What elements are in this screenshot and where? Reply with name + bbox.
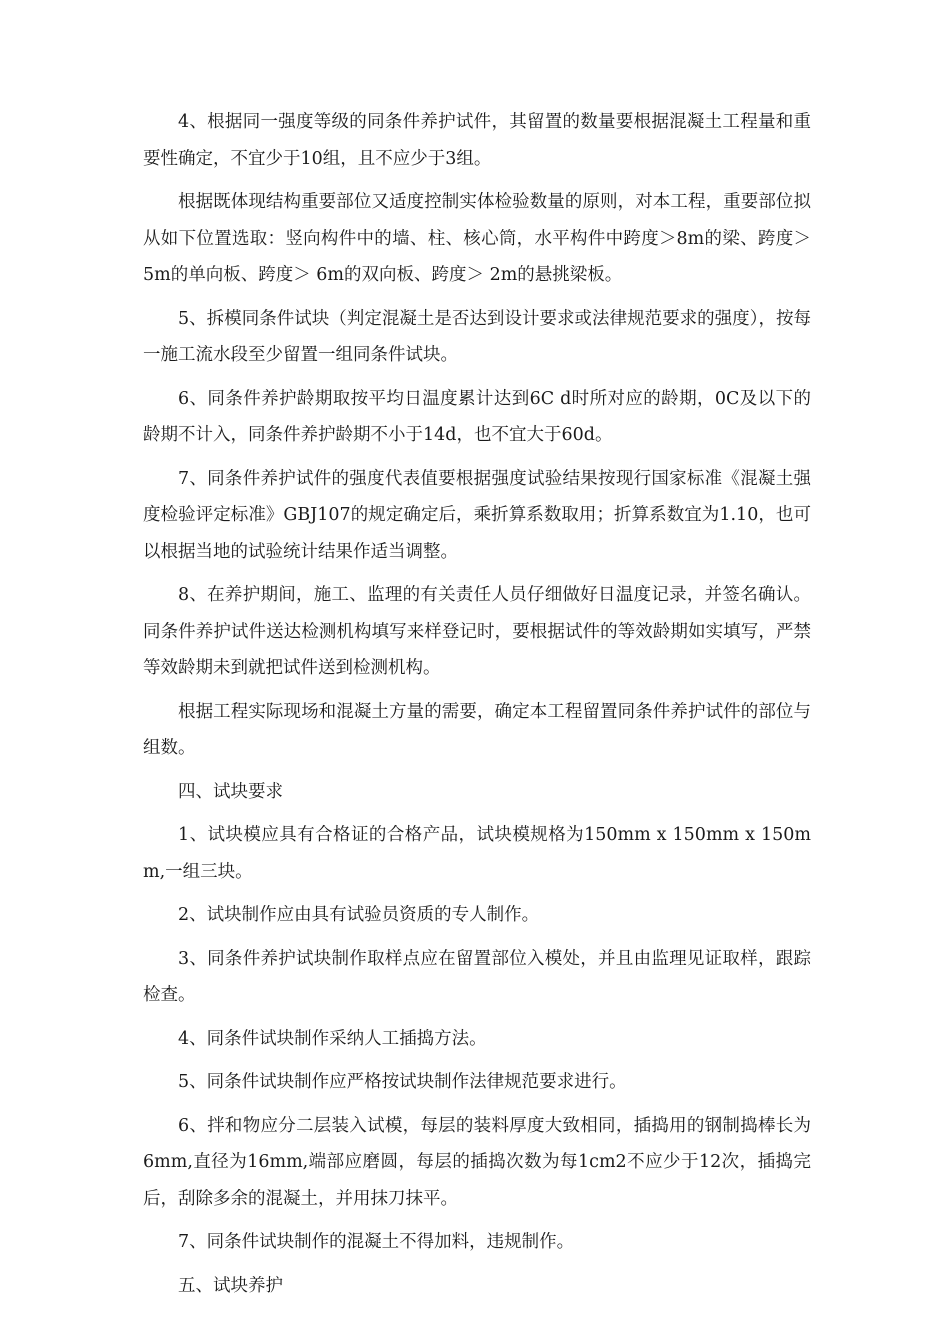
paragraph-project-quantity: 根据工程实际现场和混凝土方量的需要，确定本工程留置同条件养护试件的部位与组数。 [143, 701, 811, 758]
paragraph-item-4: 4、根据同一强度等级的同条件养护试件，其留置的数量要根据混凝土工程量和重要性确定，不宜少于10组，且不应少于3组。 [143, 112, 811, 169]
paragraph-requirement-6: 6、拌和物应分二层装入试模，每层的装料厚度大致相同，插捣用的钢制捣棒长为6mm,直径为16mm,端部应磨圆，每层的插捣次数为每1cm2不应少于12次，插捣完后，刮除多余的混凝土，并用抹刀抹平。 [143, 1115, 811, 1209]
paragraph-item-7: 7、同条件养护试件的强度代表值要根据强度试验结果按现行国家标准《混凝土强度检验评定标准》GBJ107的规定确定后，乘折算系数取用；折算系数宜为1.10，也可以根据当地的试验统计结果作适当调整。 [143, 468, 811, 562]
paragraph-requirement-4: 4、同条件试块制作采纳人工插捣方法。 [178, 1028, 487, 1049]
paragraph-item-5: 5、拆模同条件试块（判定混凝土是否达到设计要求或法律规范要求的强度），按每一施工流水段至少留置一组同条件试块。 [143, 308, 811, 365]
document-body [143, 104, 811, 1311]
paragraph-requirement-5: 5、同条件试块制作应严格按试块制作法律规范要求进行。 [178, 1072, 627, 1092]
paragraph-requirement-7: 7、同条件试块制作的混凝土不得加料，违规制作。 [178, 1232, 575, 1252]
paragraph-requirement-3: 3、同条件养护试块制作取样点应在留置部位入模处，并且由监理见证取样，跟踪检查。 [143, 948, 811, 1005]
paragraph-requirement-1: 1、试块模应具有合格证的合格产品，试块模规格为150mm x 150mm x 150mm,一组三块。 [143, 825, 811, 882]
section-heading-test-block-curing: 五、试块养护 [178, 1275, 283, 1296]
section-heading-test-block-requirements: 四、试块要求 [178, 781, 283, 802]
paragraph-item-8: 8、在养护期间，施工、监理的有关责任人员仔细做好日温度记录，并签名确认。同条件养护试件送达检测机构填写来样登记时，要根据试件的等效龄期如实填写，严禁等效龄期未到就把试件送到检测机构。 [143, 585, 811, 678]
paragraph-requirement-2: 2、试块制作应由具有试验员资质的专人制作。 [178, 905, 540, 925]
paragraph-item-6: 6、同条件养护龄期取按平均日温度累计达到6C d时所对应的龄期，0C及以下的龄期不计入，同条件养护龄期不小于14d，也不宜大于60d。 [143, 388, 811, 445]
paragraph-important-locations: 根据既体现结构重要部位又适度控制实体检验数量的原则，对本工程，重要部位拟从如下位置选取：竖向构件中的墙、柱、核心筒，水平构件中跨度＞8m的梁、跨度＞ 5m的单向板、跨度＞ 6m的双向板、跨度＞ 2m的悬挑梁板。 [143, 192, 811, 285]
